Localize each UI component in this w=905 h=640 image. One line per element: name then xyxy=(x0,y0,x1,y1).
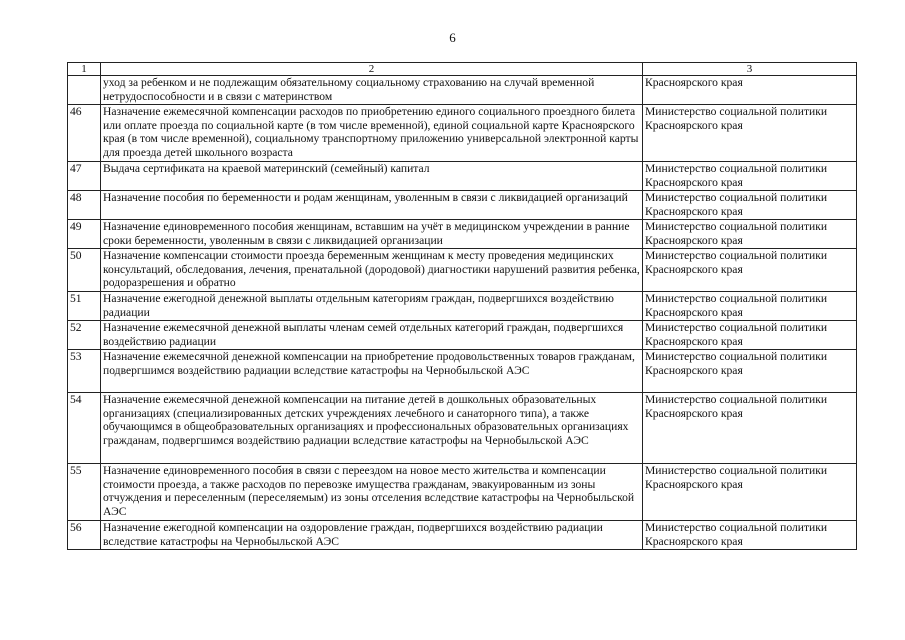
table-row xyxy=(68,191,857,220)
column-header-2: 2 xyxy=(101,63,643,76)
row-number: 54 xyxy=(68,393,101,464)
table-row xyxy=(68,162,857,191)
department-name: Министерство социальной политики Красноярского края xyxy=(643,393,857,464)
row-number xyxy=(68,76,101,105)
column-header-1: 1 xyxy=(68,63,101,76)
table-row xyxy=(68,105,857,162)
department-name: Министерство социальной политики Красноярского края xyxy=(643,162,857,191)
column-header-3: 3 xyxy=(643,63,857,76)
service-name: Назначение единовременного пособия в связи с переездом на новое место жительства и компенсации стоимости проезда, а также расходов по перевозке имущества гражданам, эвакуированным из зоны отчуждения и переселенным (переселяемым) из зоны отселения вследствие катастрофы на Чернобыльской АЭС xyxy=(101,464,643,521)
service-name: Назначение ежемесячной денежной компенсации на приобретение продовольственных товаров гражданам, подвергшимся воздействию радиации вследствие катастрофы на Чернобыльской АЭС xyxy=(101,350,643,393)
row-number: 47 xyxy=(68,162,101,191)
table-row xyxy=(68,249,857,292)
table-row xyxy=(68,350,857,393)
services-table xyxy=(67,62,857,550)
page-number: 6 xyxy=(449,30,456,45)
row-number: 50 xyxy=(68,249,101,292)
department-name: Министерство социальной политики Красноярского края xyxy=(643,292,857,321)
table-row xyxy=(68,393,857,464)
service-name: Выдача сертификата на краевой материнский (семейный) капитал xyxy=(101,162,643,191)
row-number: 46 xyxy=(68,105,101,162)
service-name: Назначение ежемесячной денежной компенсации на питание детей в дошкольных образовательных организациях (специализированных детских учреждениях лечебного и санаторного типа), а также обучающимся в общеобразовательных организациях и профессиональных образовательных организациях гражданам, подвергшимся воздействию радиации вследствие катастрофы на Чернобыльской АЭС xyxy=(101,393,643,464)
service-name: Назначение ежегодной компенсации на оздоровление граждан, подвергшихся воздействию радиации вследствие катастрофы на Чернобыльской АЭС xyxy=(101,521,643,550)
department-name: Министерство социальной политики Красноярского края xyxy=(643,464,857,521)
table-row xyxy=(68,521,857,550)
service-name: Назначение компенсации стоимости проезда беременным женщинам к месту проведения медицинских консультаций, обследования, лечения, пренатальной (дородовой) диагностики нарушений развития ребенка, родоразрешения и обратно xyxy=(101,249,643,292)
table-header-row xyxy=(68,63,857,76)
department-name: Министерство социальной политики Красноярского края xyxy=(643,521,857,550)
table-row xyxy=(68,464,857,521)
service-name: Назначение ежегодной денежной выплаты отдельным категориям граждан, подвергшихся воздействию радиации xyxy=(101,292,643,321)
service-name: Назначение пособия по беременности и родам женщинам, уволенным в связи с ликвидацией организаций xyxy=(101,191,643,220)
service-name: Назначение ежемесячной компенсации расходов по приобретению единого социального проездного билета или оплате проезда по социальной карте (в том числе временной), единой социальной карте Красноярского края (в том числе временной), социальному транспортному приложению универсальной электронной карты для проезда детей школьного возраста xyxy=(101,105,643,162)
row-number: 49 xyxy=(68,220,101,249)
table-row xyxy=(68,220,857,249)
service-name: уход за ребенком и не подлежащим обязательному социальному страхованию на случай временной нетрудоспособности и в связи с материнством xyxy=(101,76,643,105)
table-row xyxy=(68,76,857,105)
department-name: Министерство социальной политики Красноярского края xyxy=(643,220,857,249)
department-name: Министерство социальной политики Красноярского края xyxy=(643,350,857,393)
row-number: 56 xyxy=(68,521,101,550)
table-row xyxy=(68,321,857,350)
row-number: 53 xyxy=(68,350,101,393)
department-name: Министерство социальной политики Красноярского края xyxy=(643,105,857,162)
table-row xyxy=(68,292,857,321)
service-name: Назначение единовременного пособия женщинам, вставшим на учёт в медицинском учреждении в ранние сроки беременности, уволенным в связи с ликвидацией организации xyxy=(101,220,643,249)
row-number: 51 xyxy=(68,292,101,321)
row-number: 52 xyxy=(68,321,101,350)
row-number: 48 xyxy=(68,191,101,220)
service-name: Назначение ежемесячной денежной выплаты членам семей отдельных категорий граждан, подвергшихся воздействию радиации xyxy=(101,321,643,350)
department-name: Красноярского края xyxy=(643,76,857,105)
row-number: 55 xyxy=(68,464,101,521)
department-name: Министерство социальной политики Красноярского края xyxy=(643,321,857,350)
department-name: Министерство социальной политики Красноярского края xyxy=(643,249,857,292)
department-name: Министерство социальной политики Красноярского края xyxy=(643,191,857,220)
